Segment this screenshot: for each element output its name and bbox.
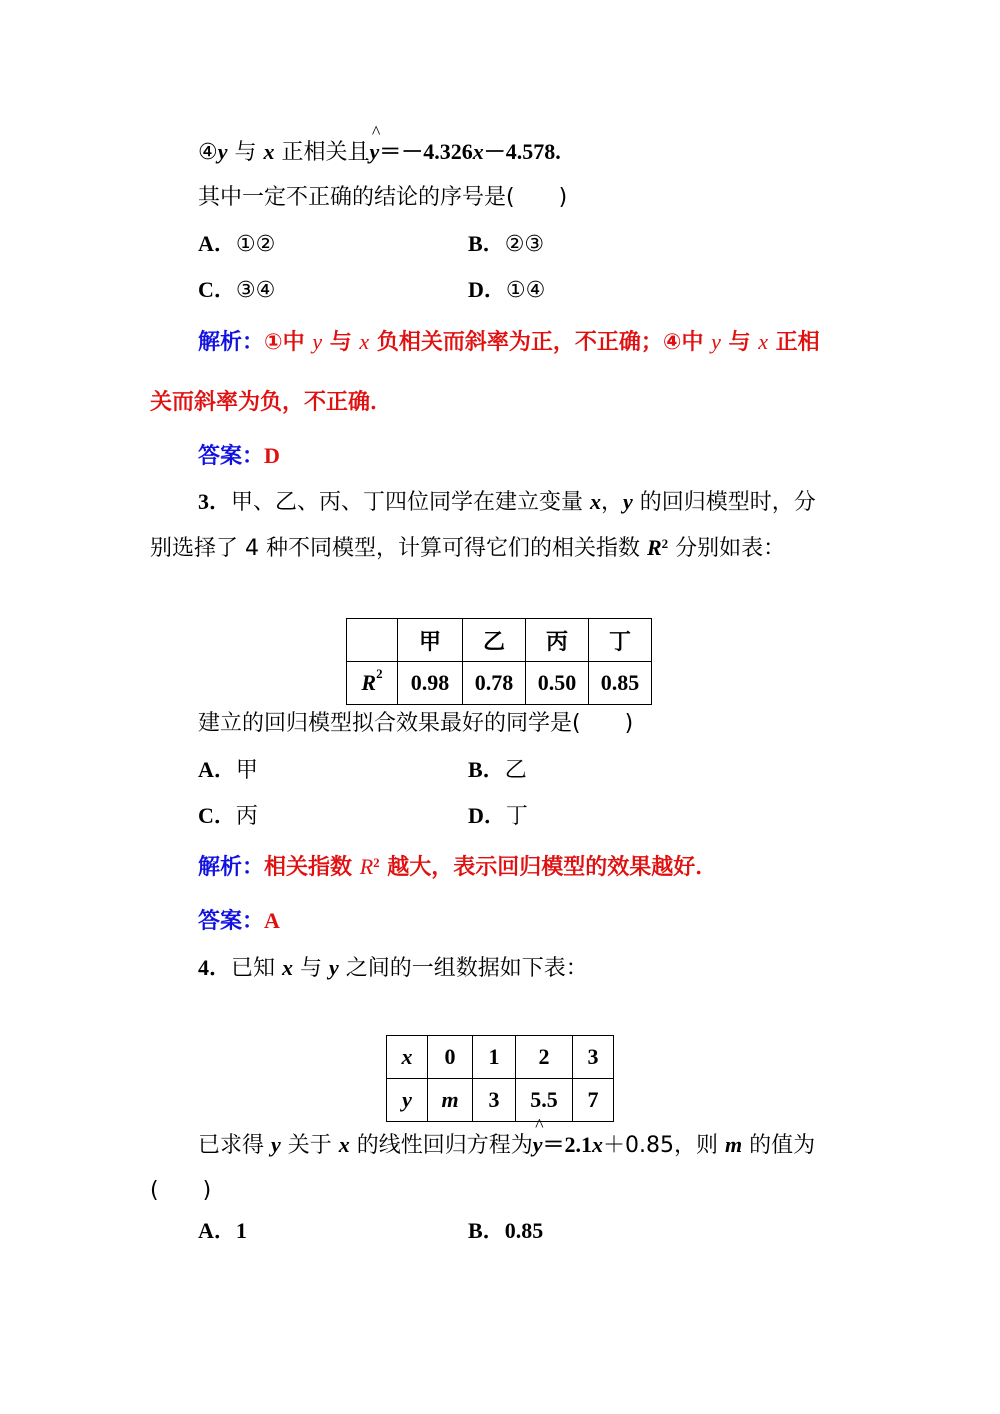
q3-line2: 别选择了 4 种不同模型，计算可得它们的相关指数 $R^2$ 分别如表：	[150, 535, 786, 561]
table-row: $R^2$ 0.98 0.78 0.50 0.85	[347, 662, 652, 705]
q3-question: 建立的回归模型拟合效果最好的同学是( )	[198, 711, 634, 736]
table-header-row: 甲 乙 丙 丁	[347, 619, 652, 662]
q3-line1: 3．甲、乙、丙、丁四位同学在建立变量 x，y 的回归模型时，分	[198, 489, 816, 515]
q3-answer: 答案：A	[198, 908, 280, 934]
q2-answer: 答案：D	[198, 443, 280, 469]
q2-question: 其中一定不正确的结论的序号是( )	[198, 185, 568, 210]
q2-item4: ④y 与 x 正相关且^ y＝－4.326x－4.578.	[198, 137, 561, 168]
q3-option-c: C．丙	[198, 803, 258, 829]
q2-option-b: B．②③	[468, 231, 545, 257]
analysis-label: 解析：	[198, 330, 265, 355]
q3-option-d: D．丁	[468, 803, 528, 829]
q4-option-a: A．1	[198, 1218, 247, 1243]
xy-data-table	[386, 1035, 614, 1122]
y-hat: ^ y	[370, 137, 380, 167]
table-row-y: y m 3 5.5 7	[387, 1079, 614, 1122]
y-hat: ^ y	[533, 1130, 543, 1160]
q4-line1: 4．已知 x 与 y 之间的一组数据如下表：	[198, 955, 588, 981]
q3-option-b: B．乙	[468, 757, 527, 783]
q2-option-c: C．③④	[198, 277, 276, 303]
q3-analysis: 解析：相关指数 $R^2$ 越大，表示回归模型的效果越好．	[198, 854, 718, 880]
q4-answer-blank: ( )	[150, 1178, 212, 1203]
q2-analysis: 解析：①中 y 与 x 负相关而斜率为正，不正确；④中 y 与 x 正相	[198, 329, 820, 355]
q4-line2: 已求得 y 关于 x 的线性回归方程为^ y＝2.1x＋0.85，则 m 的值为	[198, 1130, 815, 1161]
q2-option-d: D．①④	[468, 277, 546, 303]
q4-option-b: B．0.85	[468, 1218, 544, 1243]
r-squared-table	[346, 618, 652, 705]
q3-option-a: A．甲	[198, 757, 258, 783]
q2-option-a: A．①②	[198, 231, 276, 257]
table-row-x: x 0 1 2 3	[387, 1036, 614, 1079]
q2-analysis-line2: 关而斜率为负，不正确．	[150, 390, 393, 415]
